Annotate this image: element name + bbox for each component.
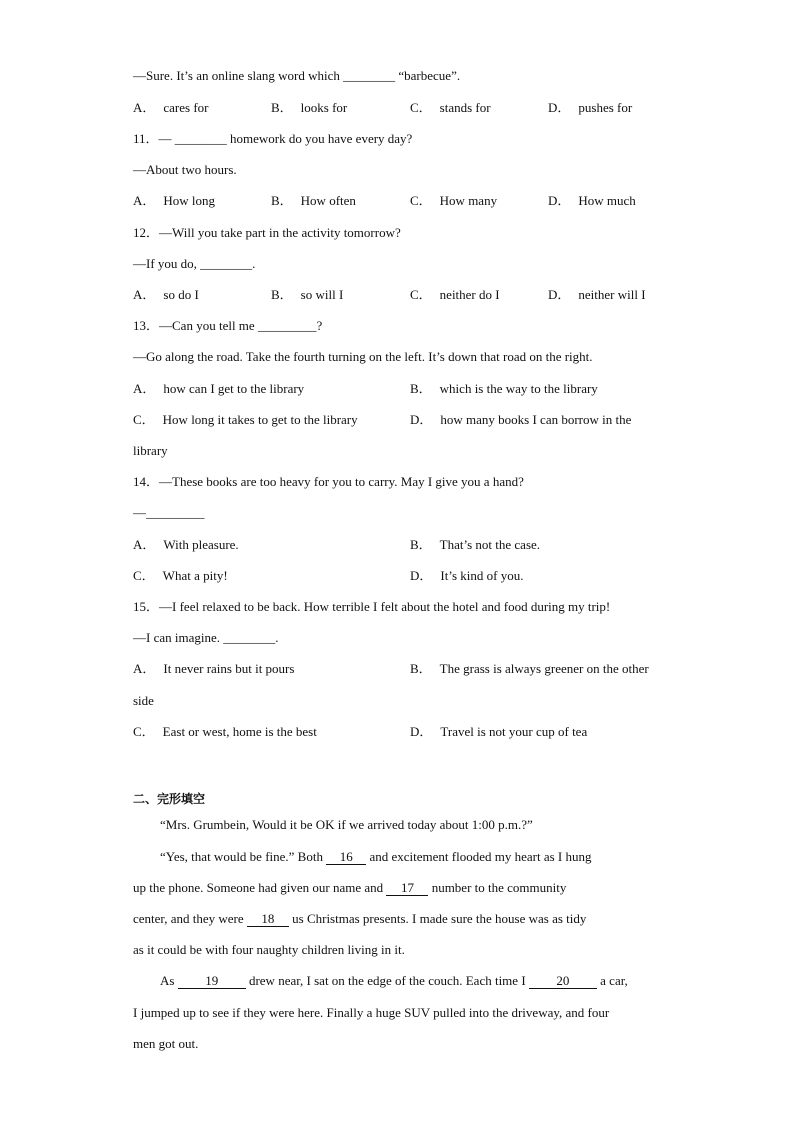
passage-line	[160, 849, 591, 865]
option-letter: D．	[548, 287, 571, 302]
option-text: It’s kind of you.	[440, 568, 524, 583]
q11-option-b[interactable]	[271, 193, 356, 209]
option-text: How long it takes to get to the library	[162, 412, 358, 427]
passage-text: a car,	[596, 973, 628, 988]
stem-text: homework do you have every day?	[226, 131, 413, 146]
stem-text: —These books are too heavy for you to carry. May I give you a hand?	[159, 474, 524, 489]
passage-text: center, and they were	[133, 911, 247, 926]
passage-line: I jumped up to see if they were here. Finally a huge SUV pulled into the driveway, and four	[133, 1005, 610, 1020]
option-text: so will I	[300, 287, 344, 302]
intro-text: —Sure. It’s an online slang word which	[133, 68, 344, 83]
passage-line: men got out.	[133, 1036, 199, 1051]
q11-answer: —About two hours.	[133, 162, 237, 177]
option-text: neither do I	[439, 287, 500, 302]
option-letter: C．	[133, 568, 155, 583]
stem-text: —	[158, 131, 175, 146]
option-letter: B．	[410, 537, 432, 552]
q14-answer	[133, 505, 205, 521]
passage-text: “Yes, that would be fine.” Both	[160, 849, 327, 864]
stem-text: —Will you take part in the activity tomorrow?	[159, 225, 401, 240]
q11-option-c[interactable]	[410, 193, 497, 209]
intro-blank: ________	[343, 68, 396, 83]
option-text: East or west, home is the best	[162, 724, 317, 739]
q12-stem	[133, 225, 401, 241]
option-text: That’s not the case.	[439, 537, 541, 552]
option-text: so do I	[163, 287, 199, 302]
q10-option-c[interactable]	[410, 100, 491, 116]
option-letter: B．	[410, 661, 432, 676]
q10-option-d[interactable]	[548, 100, 632, 116]
option-letter: B．	[271, 287, 293, 302]
q10-option-b[interactable]	[271, 100, 347, 116]
q13-option-d[interactable]	[410, 412, 631, 428]
question-number: 12．	[133, 225, 160, 240]
stem-text: —Can you tell me	[159, 318, 258, 333]
q14-option-a[interactable]	[133, 537, 239, 553]
q15-answer	[133, 630, 279, 646]
option-text: It never rains but it pours	[163, 661, 295, 676]
q13-option-b[interactable]	[410, 381, 598, 397]
passage-line	[133, 911, 586, 927]
stem-text: —I feel relaxed to be back. How terrible I felt about the hotel and food during my trip!	[159, 599, 611, 614]
passage-line	[133, 880, 566, 896]
option-letter: D．	[410, 568, 433, 583]
q13-blank: _________	[257, 318, 317, 333]
cloze-blank-20[interactable]: 20	[529, 974, 597, 989]
option-text: pushes for	[578, 100, 633, 115]
option-text: What a pity!	[162, 568, 228, 583]
q15-option-c[interactable]	[133, 724, 317, 740]
answer-text-end: .	[252, 256, 256, 271]
option-text: With pleasure.	[163, 537, 239, 552]
q15-option-d[interactable]	[410, 724, 587, 740]
option-letter: C．	[410, 193, 432, 208]
question-number: 11．	[133, 131, 159, 146]
intro-line	[133, 68, 460, 84]
stem-text-end: ?	[316, 318, 323, 333]
q11-stem	[133, 131, 412, 147]
passage-text: and excitement flooded my heart as I hung	[366, 849, 592, 864]
answer-text: —If you do,	[133, 256, 201, 271]
option-text: How many	[439, 193, 498, 208]
answer-dash: —	[133, 505, 146, 520]
passage-text: drew near, I sat on the edge of the couch. Each time I	[245, 973, 529, 988]
option-letter: A．	[133, 193, 156, 208]
option-letter: C．	[410, 100, 432, 115]
q14-stem	[133, 474, 524, 490]
q15-stem	[133, 599, 610, 615]
cloze-blank-19[interactable]: 19	[178, 974, 246, 989]
answer-text: —I can imagine.	[133, 630, 224, 645]
q13-option-d-continued: library	[133, 443, 168, 458]
option-letter: D．	[548, 193, 571, 208]
option-letter: A．	[133, 661, 156, 676]
option-letter: A．	[133, 537, 156, 552]
option-letter: C．	[133, 724, 155, 739]
passage-line: as it could be with four naughty children living in it.	[133, 942, 405, 957]
q11-option-a[interactable]	[133, 193, 215, 209]
q13-stem	[133, 318, 322, 334]
q11-option-d[interactable]	[548, 193, 636, 209]
option-text: How often	[300, 193, 356, 208]
option-letter: D．	[410, 724, 433, 739]
option-letter: D．	[548, 100, 571, 115]
q15-option-b[interactable]	[410, 661, 649, 677]
q12-option-b[interactable]	[271, 287, 343, 303]
answer-text-end: .	[275, 630, 279, 645]
q14-option-b[interactable]	[410, 537, 540, 553]
option-text: The grass is always greener on the other	[439, 661, 649, 676]
q14-blank: _________	[146, 505, 205, 520]
intro-text-end: “barbecue”.	[395, 68, 461, 83]
q13-option-c[interactable]	[133, 412, 358, 428]
q14-option-d[interactable]	[410, 568, 523, 584]
option-text: how can I get to the library	[163, 381, 305, 396]
q15-option-b-continued: side	[133, 693, 154, 708]
q15-blank: ________	[223, 630, 276, 645]
option-letter: D．	[410, 412, 433, 427]
q13-answer: —Go along the road. Take the fourth turning on the left. It’s down that road on the right.	[133, 349, 593, 364]
option-text: how many books I can borrow in the	[440, 412, 632, 427]
option-text: which is the way to the library	[439, 381, 598, 396]
q11-blank: ________	[174, 131, 227, 146]
option-text: Travel is not your cup of tea	[440, 724, 588, 739]
passage-text: As	[160, 973, 178, 988]
question-number: 14．	[133, 474, 160, 489]
section-heading-cloze: 二、完形填空	[133, 792, 206, 806]
passage-line	[160, 973, 628, 989]
option-text: neither will I	[578, 287, 646, 302]
q12-option-a[interactable]	[133, 287, 199, 303]
passage-text: us Christmas presents. I made sure the house was as tidy	[288, 911, 587, 926]
q13-option-a[interactable]	[133, 381, 304, 397]
option-text: looks for	[300, 100, 348, 115]
q12-option-c[interactable]	[410, 287, 500, 303]
q12-blank: ________	[200, 256, 253, 271]
passage-paragraph-1: “Mrs. Grumbein, Would it be OK if we arrived today about 1:00 p.m.?”	[160, 817, 533, 832]
option-text: How long	[163, 193, 216, 208]
q12-answer	[133, 256, 255, 272]
q10-option-a[interactable]	[133, 100, 209, 116]
option-text: cares for	[163, 100, 209, 115]
option-letter: B．	[271, 193, 293, 208]
q12-option-d[interactable]	[548, 287, 646, 303]
cloze-blank-17[interactable]: 17	[386, 881, 428, 896]
cloze-blank-16[interactable]: 16	[326, 850, 366, 865]
option-letter: C．	[133, 412, 155, 427]
option-letter: B．	[271, 100, 293, 115]
passage-text: up the phone. Someone had given our name and	[133, 880, 387, 895]
option-letter: A．	[133, 381, 156, 396]
q14-option-c[interactable]	[133, 568, 228, 584]
option-letter: A．	[133, 287, 156, 302]
cloze-blank-18[interactable]: 18	[247, 912, 289, 927]
passage-text: number to the community	[428, 880, 567, 895]
option-text: How much	[578, 193, 636, 208]
option-text: stands for	[439, 100, 491, 115]
option-letter: A．	[133, 100, 156, 115]
option-letter: B．	[410, 381, 432, 396]
q15-option-a[interactable]	[133, 661, 294, 677]
question-number: 13．	[133, 318, 160, 333]
option-letter: C．	[410, 287, 432, 302]
question-number: 15．	[133, 599, 160, 614]
